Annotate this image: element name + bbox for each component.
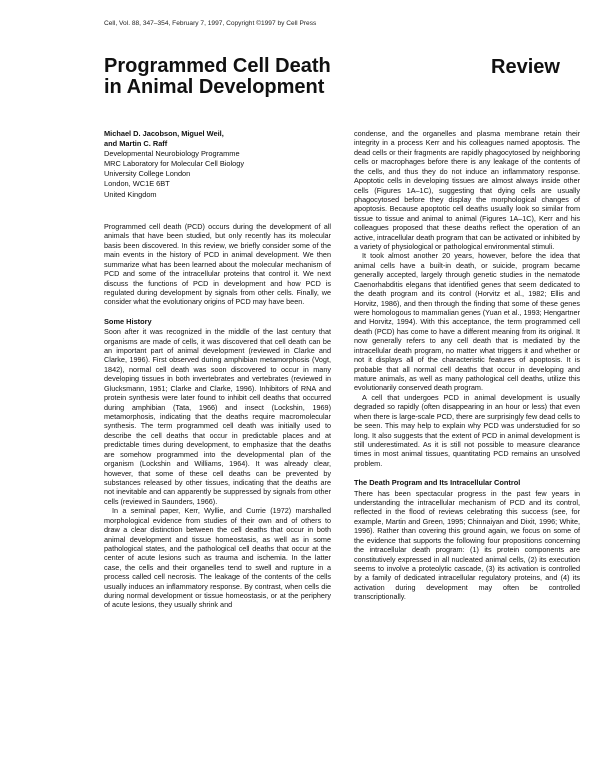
body-paragraph: It took almost another 20 years, however, before the idea that animal cells have a built-in death, or suicide, program became generally accepted, largely through genetic studies in the nematode Caenorhabditis elegans that identified genes that seem dedicated to the death program and its control (Horvitz et al., 1982; Ellis and Horvitz, 1986), and then through the finding that some of these genes were homologous to mammalian genes (Yuan et al., 1993; Hengartner and Horvitz, 1994). With this acceptance, the term programmed cell death (PCD) has come to have a different meaning from its original. It now generally refers to any cell death that is mediated by the intracellular death program, no matter what triggers it and whether or not it displays all of the characteristic features of apoptosis. It is probable that all normal cell deaths that occur in developing and mature animals, as well as many pathological cell deaths, utilize this evolutionarily conserved death program. — [354, 251, 580, 393]
right-column — [354, 129, 580, 602]
body-paragraph: In a seminal paper, Kerr, Wyllie, and Currie (1972) marshalled morphological evidence from studies of their own and of others to draw a clear distinction between the cell deaths that occur in both animal development and tissue homeostasis, as well as in some pathological states, and the pathological cell deaths that occur at the center of acute lesions such as trauma and ischemia. In the latter case, the cells and their organelles tend to swell and rupture in a process called cell necrosis. The leakage of the contents of the cells usually induces an inflammatory response. By contrast, when cells die during normal development or tissue homeostasis, or at the periphery of acute lesions, they usually shrink and — [104, 506, 331, 610]
affiliation-line: Developmental Neurobiology Programme — [104, 149, 240, 159]
article-title — [104, 56, 404, 98]
author-names-line-1: Michael D. Jacobson, Miguel Weil, — [104, 129, 224, 138]
affiliation-line: MRC Laboratory for Molecular Cell Biology — [104, 159, 245, 169]
title-line-2: in Animal Development — [104, 76, 325, 98]
author-block — [104, 129, 344, 200]
section-label: Review — [491, 56, 560, 78]
section-heading-history: Some History — [104, 316, 152, 326]
body-paragraph: Soon after it was recognized in the middle of the last century that organisms are made of cells, it was discovered that cell death can be an important part of animal development (reviewed in Clarke and Clarke, 1996). First observed during amphibian metamorphosis (Vogt, 1842), normal cell death was soon discovered to occur in many developing tissues in both invertebrates and vertebrates (reviewed in Glucksmann, 1951; Clarke and Clarke, 1996). Inhibitors of RNA and protein synthesis were later found to inhibit cell deaths that occurred during amphibian (Tata, 1966) and insect (Lockshin, 1969) metamorphosis, indicating that the deaths require macromolecular synthesis. The term programmed cell death was initially used to describe the cell deaths that occur in predictable places and at predictable times during development, to emphasize that the deaths are somehow programmed into the developmental plan of the organism (Lockshin and Williams, 1964). It was already clear, however, that some of these cell deaths can be prevented by substances released by other tissues, indicating that the deaths are not inevitable and can apparently be suppressed by signals from other cells (reviewed in Saunders, 1966). — [104, 327, 331, 506]
journal-citation: Cell, Vol. 88, 347–354, February 7, 1997, Copyright ©1997 by Cell Press — [104, 20, 317, 27]
title-line-1: Programmed Cell Death — [104, 55, 331, 77]
affiliation-line: University College London — [104, 169, 191, 179]
author-names-line-2: and Martin C. Raff — [104, 139, 168, 149]
abstract-paragraph: Programmed cell death (PCD) occurs during the development of all animals that have been studied, but only recently has its molecular basis been discovered. In this review, we briefly consider some of the main events in the history of PCD in animal development. We then summarize what has been learned about the molecular mechanism of PCD and some of the intracellular proteins that control it. We next discuss the functions of PCD in development and how PCD is regulated during development by signals from other cells. Finally, we consider what the evolutionary origins of PCD may have been. — [104, 222, 331, 307]
body-paragraph: A cell that undergoes PCD in animal development is usually degraded so rapidly (often disappearing in an hour or less) that even when there is large-scale PCD, there are surprisingly few dead cells to be seen. This may help to explain why PCD was understudied for so long. It also suggests that the extent of PCD in animal development is still underestimated. As it is still not possible to measure clearance times in most animal tissues, quantitating PCD remains an unsolved problem. — [354, 392, 580, 468]
body-paragraph: There has been spectacular progress in the past few years in understanding the intracellular mechanism of PCD and its control, reflected in the flood of reviews celebrating this success (see, for example, Martin and Green, 1995; Chinnaiyan and Dixit, 1996; White, 1996). Rather than covering this ground again, we focus on some of the evidence that supports the following four propositions concerning the intracellular death program: (1) its protein components are constitutively expressed in all nucleated animal cells, (2) its execution seems to involve a proteolytic cascade, (3) its activation is controlled by a family of dedicated intracellular regulatory proteins, and (4) its activation during development may often be controlled transcriptionally. — [354, 488, 580, 602]
left-column — [104, 222, 331, 610]
section-heading-death-program: The Death Program and Its Intracellular Control — [354, 478, 521, 488]
affiliation-line: London, WC1E 6BT — [104, 179, 170, 189]
affiliation-line: United Kingdom — [104, 189, 157, 199]
body-paragraph: condense, and the organelles and plasma membrane retain their integrity in a process Kerr and his colleagues named apoptosis. The dead cells or their fragments are rapidly phagocytosed by neighboring cells or macrophages before there is any leakage of the contents of the cells, and thus they do not induce an inflammatory response. Apoptotic cells in developing tissues are almost always inside other cells (Figures 1A–1C), suggesting that dying cells are usually phagocytosed before they display the morphological changes of apoptosis. Because apoptotic cell deaths usually look so similar from tissue to tissue and animal to animal (Figures 1A–1C), Kerr and his colleagues proposed that these deaths reflect the operation of an active, intracellular death program that can be activated or inhibited by a variety of physiological or pathological environmental stimuli. — [354, 129, 580, 252]
